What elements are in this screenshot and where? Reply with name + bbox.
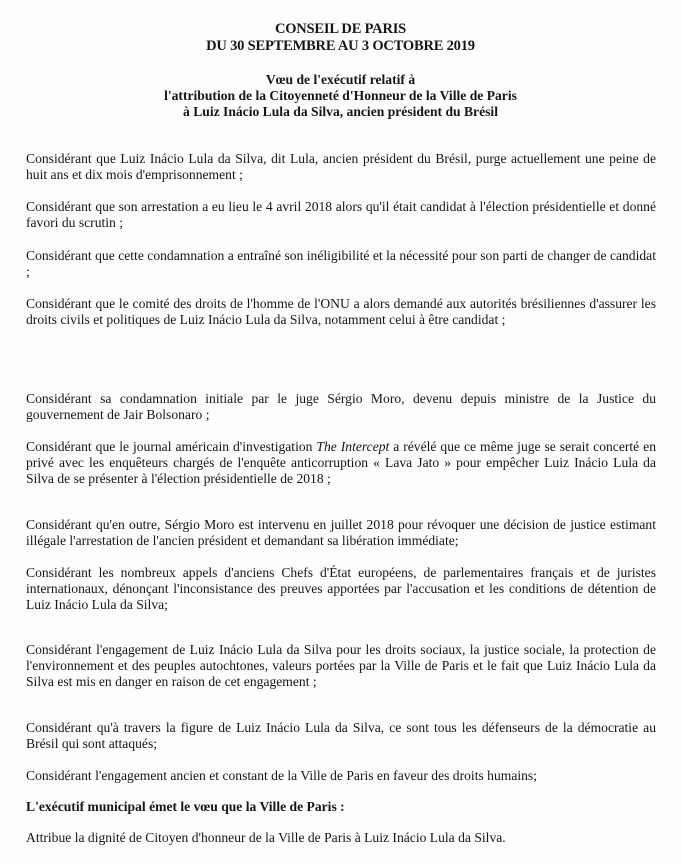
resolution-decision: Attribue la dignité de Citoyen d'honneur de la Ville de Paris à Luiz Inácio Lula da Silva. (26, 830, 506, 845)
considerant-paragraph-4: Considérant que le comité des droits de l'homme de l'ONU a alors demandé aux autorités brésiliennes d'assurer les droits civils et politiques de Luiz Inácio Lula da Silva, notamment celui à être candidat ; (26, 296, 656, 327)
document-title-line-3: à Luiz Inácio Lula da Silva, ancien président du Brésil (183, 104, 498, 119)
considerant-paragraph-10: Considérant qu'à travers la figure de Luiz Inácio Lula da Silva, ce sont tous les défenseurs de la démocratie au Brésil qui sont attaqués; (26, 720, 656, 751)
publication-name: The Intercept (316, 439, 390, 454)
council-name: CONSEIL DE PARIS (274, 21, 407, 37)
considerant-paragraph-9: Considérant l'engagement de Luiz Inácio Lula da Silva pour les droits sociaux, la justice sociale, la protection de l'environnement et des peuples autochtones, valeurs portées par la Ville de Paris et le fait que Luiz Inácio Lula da Silva est mis en danger en raison de cet engagement ; (26, 642, 656, 689)
considerant-paragraph-8: Considérant les nombreux appels d'anciens Chefs d'État européens, de parlementaires français et de juristes internationaux, dénonçant l'inconsistance des preuves apportées par l'accusation et les conditions de détention de Luiz Inácio Lula da Silva; (26, 565, 656, 612)
document-title-line-2: l'attribution de la Citoyenneté d'Honneur de la Ville de Paris (164, 88, 517, 103)
resolution-intro: L'exécutif municipal émet le vœu que la Ville de Paris : (26, 799, 345, 814)
paragraph-6-before: Considérant que le journal américain d'investigation (26, 439, 317, 454)
considerant-paragraph-6 (26, 439, 656, 487)
considerant-paragraph-3: Considérant que cette condamnation a entraîné son inéligibilité et la nécessité pour son parti de changer de candidat ; (26, 248, 656, 279)
document-title-line-1: Vœu de l'exécutif relatif à (265, 72, 416, 87)
considerant-paragraph-1: Considérant que Luiz Inácio Lula da Silva, dit Lula, ancien président du Brésil, purge actuellement une peine de huit ans et dix mois d'emprisonnement ; (26, 151, 656, 182)
considerant-paragraph-2: Considérant que son arrestation a eu lieu le 4 avril 2018 alors qu'il était candidat à l'élection présidentielle et donné favori du scrutin ; (26, 199, 656, 230)
considerant-paragraph-5: Considérant sa condamnation initiale par le juge Sérgio Moro, devenu depuis ministre de la Justice du gouvernement de Jair Bolsonaro ; (26, 391, 656, 422)
considerant-paragraph-7: Considérant qu'en outre, Sérgio Moro est intervenu en juillet 2018 pour révoquer une décision de justice estimant illégale l'arrestation de l'ancien président et demandant sa libération immédiate; (26, 517, 656, 548)
paragraph-6-after: a révélé que ce même juge se serait concerté en privé avec les enquêteurs chargés de l'enquête anticorruption « Lava Jato » pour empêcher Luiz Inácio Lula da Silva de se présenter à l'élection présidentielle de 2018 ; (26, 439, 656, 486)
session-dates: DU 30 SEPTEMBRE AU 3 OCTOBRE 2019 (206, 38, 475, 54)
considerant-paragraph-11: Considérant l'engagement ancien et constant de la Ville de Paris en faveur des droits humains; (26, 768, 537, 783)
